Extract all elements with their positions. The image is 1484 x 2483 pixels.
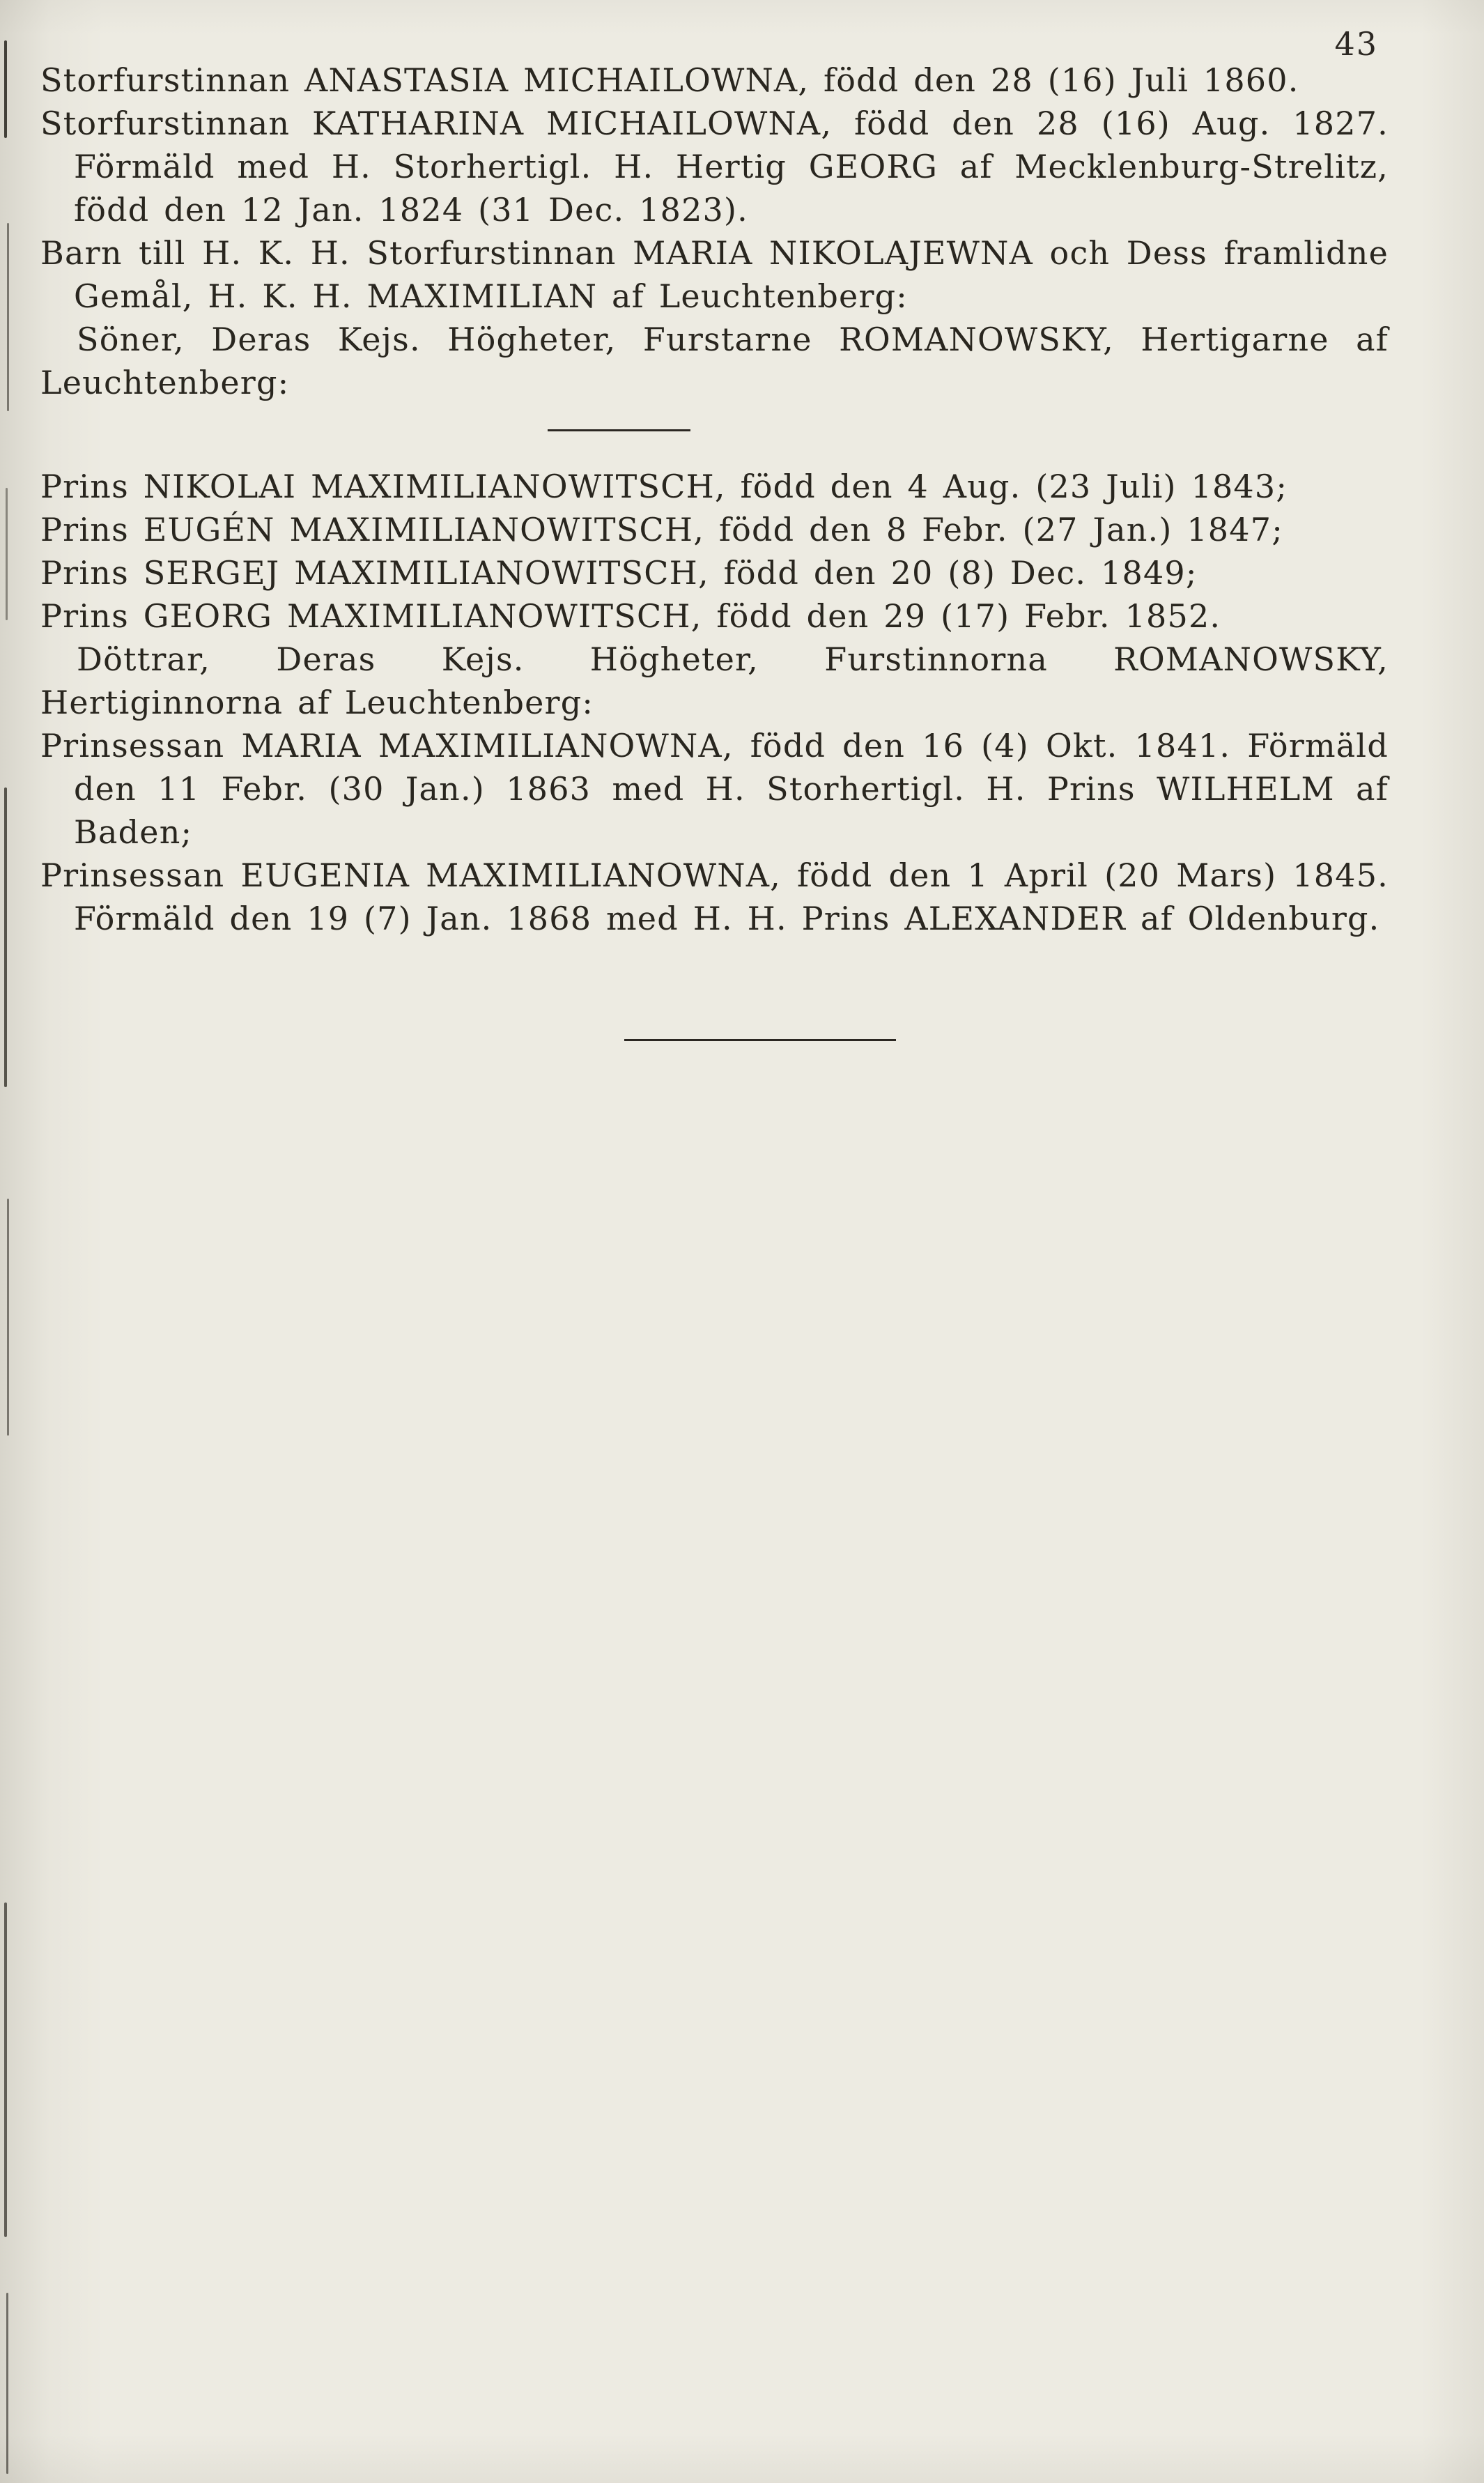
paragraph-prins-nikolai: Prins NIKOLAI MAXIMILIANOWITSCH, född den 4 Aug. (23 Juli) 1843;: [40, 468, 1288, 505]
scan-artifact: [4, 1902, 7, 2237]
paragraph-barn-till: Barn till H. K. H. Storfurstinnan MARIA NIKOLAJEWNA och Dess framlidne Gemål, H. K. H. MAXIMILIAN af Leuchtenberg:: [40, 234, 1389, 315]
paragraph-anastasia: Storfurstinnan ANASTASIA MICHAILOWNA, född den 28 (16) Juli 1860.: [40, 61, 1299, 99]
paragraph-prinsessan-maria: Prinsessan MARIA MAXIMILIANOWNA, född den 16 (4) Okt. 1841. Förmäld den 11 Febr. (30 Jan.) 1863 med H. Storhertigl. H. Prins WILHELM af Baden;: [40, 727, 1389, 851]
scan-artifact: [6, 488, 8, 620]
paragraph-prins-sergej: Prins SERGEJ MAXIMILIANOWITSCH, född den 20 (8) Dec. 1849;: [40, 554, 1198, 592]
paragraph-prinsessan-eugenia: Prinsessan EUGENIA MAXIMILIANOWNA, född den 1 April (20 Mars) 1845. Förmäld den 19 (7) Jan. 1868 med H. H. Prins ALEXANDER af Oldenburg.: [40, 856, 1389, 937]
paragraph-prins-eugen: Prins EUGÉN MAXIMILIANOWITSCH, född den 8 Febr. (27 Jan.) 1847;: [40, 511, 1283, 548]
scan-artifact: [4, 40, 7, 138]
scan-artifact: [6, 2293, 8, 2474]
text-block: [40, 59, 1389, 1041]
end-divider: [624, 1039, 896, 1041]
paragraph-dottrar-heading: Döttrar, Deras Kejs. Högheter, Furstinnorna ROMANOWSKY, Hertiginnorna af Leuchtenberg:: [40, 640, 1389, 721]
paragraph-prins-georg: Prins GEORG MAXIMILIANOWITSCH, född den 29 (17) Febr. 1852.: [40, 597, 1221, 635]
scan-artifact: [7, 223, 9, 411]
scan-artifact: [7, 1199, 9, 1436]
paragraph-soner-heading: Söner, Deras Kejs. Högheter, Furstarne ROMANOWSKY, Hertigarne af Leuchtenberg:: [40, 321, 1389, 401]
page-number: 43: [1334, 25, 1378, 63]
paragraph-katharina: Storfurstinnan KATHARINA MICHAILOWNA, född den 28 (16) Aug. 1827. Förmäld med H. Storhertigl. H. Hertig GEORG af Mecklenburg-Strelitz, född den 12 Jan. 1824 (31 Dec. 1823).: [40, 105, 1389, 229]
scan-artifact: [4, 787, 7, 1087]
section-divider: [548, 429, 690, 431]
